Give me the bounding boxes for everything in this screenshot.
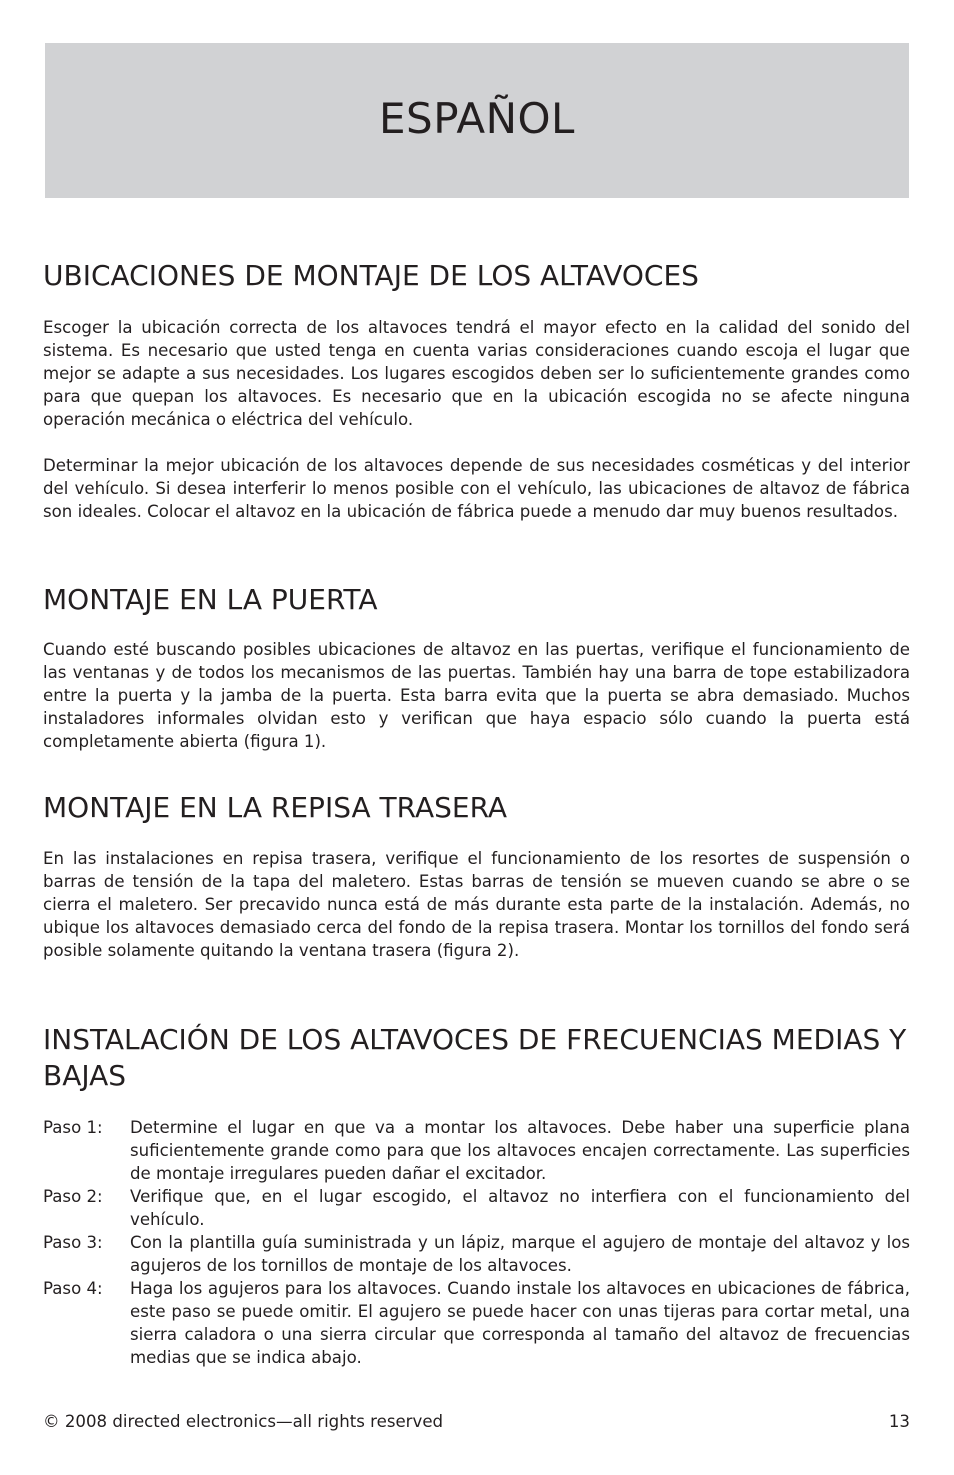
paragraph: Cuando esté buscando posibles ubicaciones de altavoz en las puertas, verifique el funcionamiento de las ventanas y de todos los mecanismos de las puertas. También hay una barra de tope estabilizadora entre la puerta y la jamba de la puerta. Esta barra evita que la puerta se abra demasiado. Muchos instaladores informales olvidan esto y verifican que haya espacio sólo cuando la puerta está completamente abierta (figura 1).: [43, 640, 910, 751]
page-footer: [43, 1410, 910, 1433]
section-heading: INSTALACIÓN DE LOS ALTAVOCES DE FRECUENCIAS MEDIAS Y BAJAS: [43, 1023, 907, 1092]
section-heading: MONTAJE EN LA PUERTA: [43, 583, 378, 616]
step-3: [43, 1231, 910, 1277]
step-text: Verifique que, en el lugar escogido, el altavoz no interfiera con el funcionamiento del vehículo.: [130, 1187, 910, 1229]
section-installation: [43, 1022, 910, 1094]
paragraph: Escoger la ubicación correcta de los altavoces tendrá el mayor efecto en la calidad del sonido del sistema. Es necesario que usted tenga en cuenta varias consideraciones cuando escoja el lugar que mejor se adapte a sus necesidades. Los lugares escogidos deben ser lo suficientemente grandes como para que quepan los altavoces. Es necesario que en la ubicación escogida no se afecte ninguna operación mecánica o eléctrica del vehículo.: [43, 318, 910, 429]
section-rear-deck-mounting: [43, 790, 910, 962]
page-number: 13: [888, 1412, 910, 1431]
section-mounting-locations: [43, 258, 910, 523]
step-4: [43, 1277, 910, 1369]
step-label: Paso 4:: [43, 1279, 103, 1298]
step-text: Haga los agujeros para los altavoces. Cuando instale los altavoces en ubicaciones de fábrica, este paso se puede omitir. El agujero se puede hacer con unas tijeras para cortar metal, una sierra caladora o una sierra circular que corresponda al tamaño del altavoz de frecuencias medias que se indica abajo.: [130, 1279, 910, 1367]
title-banner: [45, 43, 909, 198]
step-label: Paso 1:: [43, 1118, 103, 1137]
step-label: Paso 3:: [43, 1233, 103, 1252]
step-label: Paso 2:: [43, 1187, 103, 1206]
section-heading: UBICACIONES DE MONTAJE DE LOS ALTAVOCES: [43, 259, 699, 292]
step-1: [43, 1116, 910, 1185]
section-door-mounting: [43, 582, 910, 753]
step-2: [43, 1185, 910, 1231]
installation-steps: [43, 1116, 910, 1369]
copyright-text: © 2008 directed electronics—all rights reserved: [43, 1412, 444, 1431]
paragraph: Determinar la mejor ubicación de los altavoces depende de sus necesidades cosméticas y del interior del vehículo. Si desea interferir lo menos posible con el vehículo, las ubicaciones de altavoz de fábrica son ideales. Colocar el altavoz en la ubicación de fábrica puede a menudo dar muy buenos resultados.: [43, 456, 910, 521]
section-heading: MONTAJE EN LA REPISA TRASERA: [43, 791, 508, 824]
paragraph: En las instalaciones en repisa trasera, verifique el funcionamiento de los resortes de suspensión o barras de tensión de la tapa del maletero. Estas barras de tensión se mueven cuando se abre o se cierra el maletero. Ser precavido nunca está de más durante esta parte de la instalación. Además, no ubique los altavoces demasiado cerca del fondo de la repisa trasera. Montar los tornillos del fondo será posible solamente quitando la ventana trasera (figura 2).: [43, 849, 910, 960]
page-title: ESPAÑOL: [379, 94, 575, 143]
step-text: Con la plantilla guía suministrada y un lápiz, marque el agujero de montaje del altavoz y los agujeros de los tornillos de montaje de los altavoces.: [130, 1233, 910, 1275]
step-text: Determine el lugar en que va a montar los altavoces. Debe haber una superficie plana suficientemente grande como para que los altavoces encajen correctamente. Las superficies de montaje irregulares pueden dañar el excitador.: [130, 1118, 910, 1183]
